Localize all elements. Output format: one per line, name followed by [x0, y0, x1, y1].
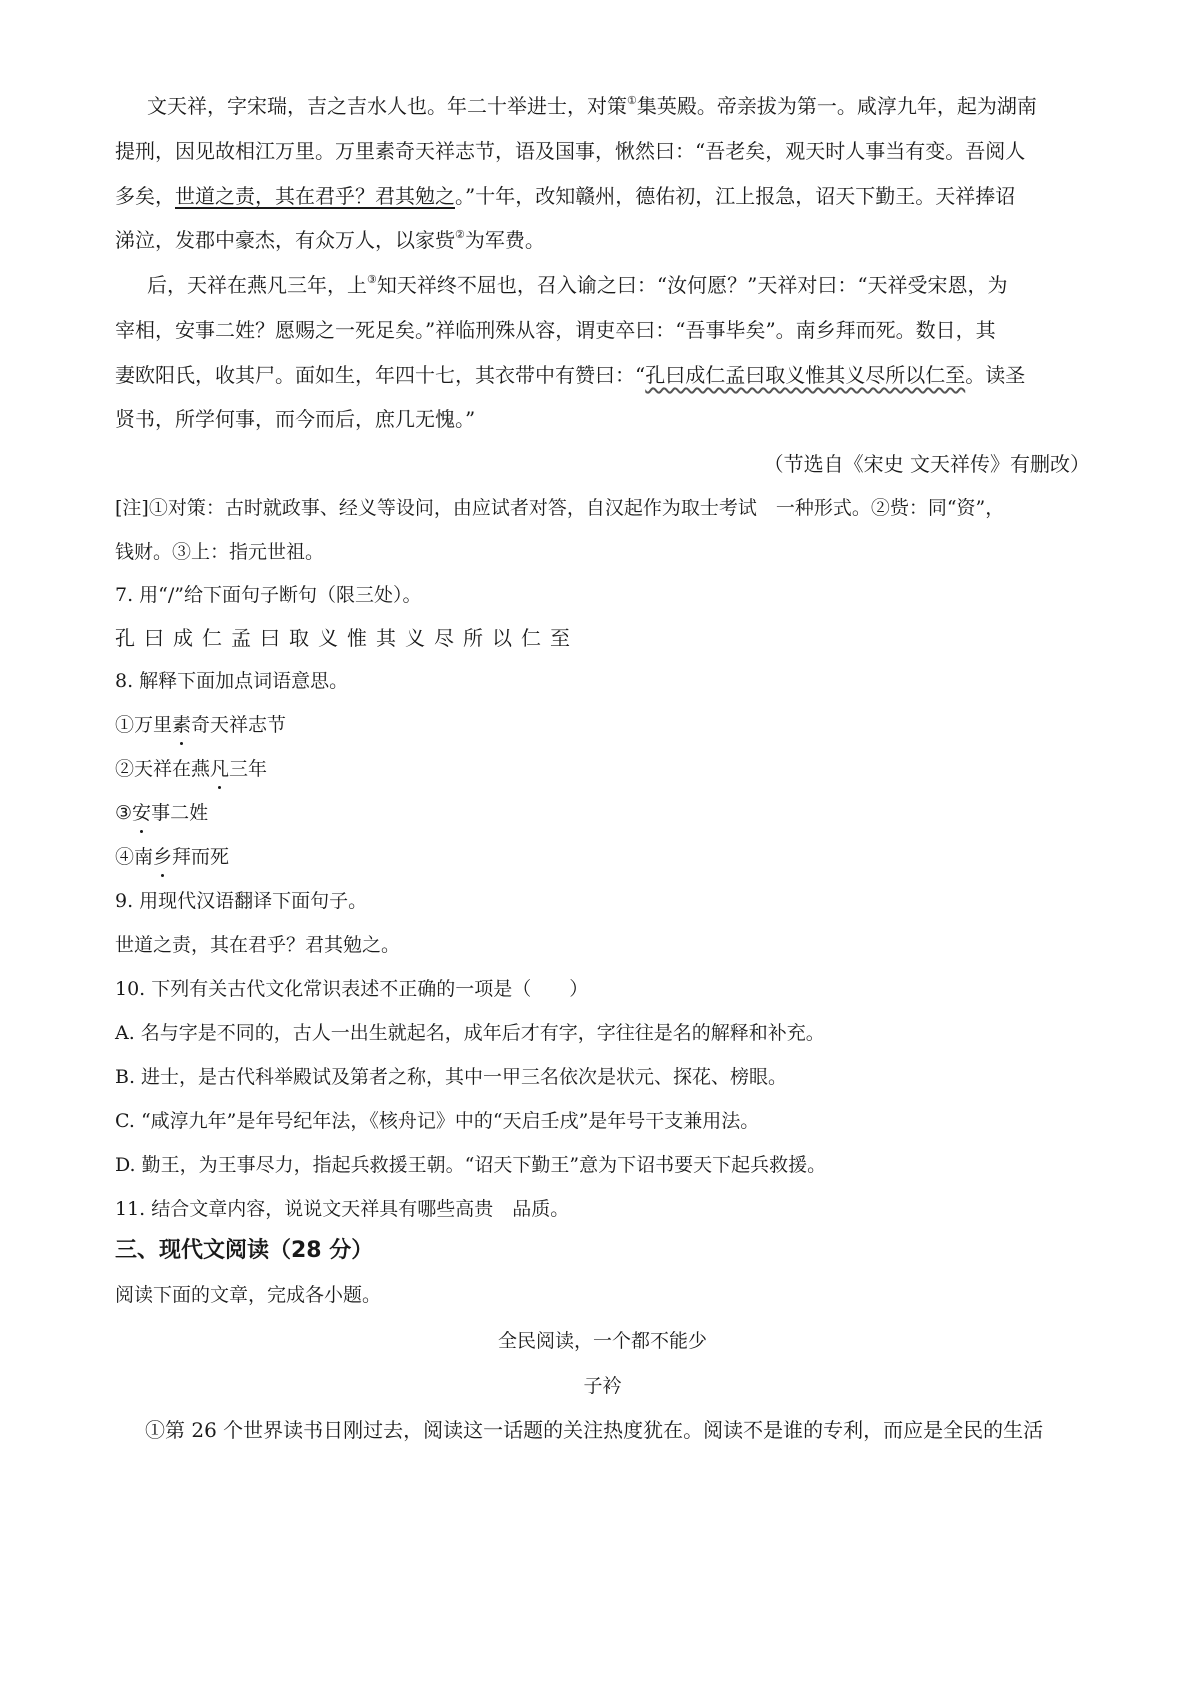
question-10-option-b: B. 进士，是古代科举殿试及第者之称，其中一甲三名依次是状元、探花、榜眼。	[115, 1066, 788, 1088]
passage-line: 妻欧阳氏，收其尸。面如生，年四十七，其衣带中有赞曰：“孔曰成仁孟曰取义惟其义尽所以仁至。读圣	[115, 363, 1026, 387]
section-instruction: 阅读下面的文章，完成各小题。	[115, 1284, 382, 1306]
passage-line: 多矣，世道之责，其在君乎？君其勉之。”十年，改知赣州，德佑初，江上报急，诏天下勤王。天祥捧诏	[115, 184, 1016, 208]
passage-source: （节选自《宋史 文天祥传》有删改）	[763, 452, 1090, 476]
passage-line: 提刑，因见故相江万里。万里素奇天祥志节，语及国事，愀然曰：“吾老矣，观天时人事当有变。吾阅人	[115, 139, 1026, 163]
dotted-word: 凡	[210, 755, 229, 783]
notes-line: 钱财。③上：指元世祖。	[115, 541, 325, 563]
question-11-prompt: 11. 结合文章内容，说说文天祥具有哪些高贵 品质。	[115, 1198, 570, 1220]
question-8-item: ②天祥在燕凡三年	[115, 755, 1090, 783]
article-first-line: ①第 26 个世界读书日刚过去，阅读这一话题的关注热度犹在。阅读不是谁的专利，而应是全民的生活	[145, 1418, 1044, 1442]
passage-line: 文天祥，字宋瑞，吉之吉水人也。年二十举进士，对策①集英殿。帝亲拔为第一。咸淳九年，起为湖南	[147, 94, 1037, 118]
wavy-underlined-sentence: 孔曰成仁孟曰取义惟其义尽所以仁至	[645, 363, 966, 387]
underlined-sentence: 世道之责，其在君乎？君其勉之	[175, 184, 455, 208]
question-7-prompt: 7. 用“/”给下面句子断句（限三处）。	[115, 584, 422, 606]
question-10-prompt: 10. 下列有关古代文化常识表述不正确的一项是（ ）	[115, 978, 589, 1000]
notes-line: [注]①对策：古时就政事、经义等设问，由应试者对答，自汉起作为取士考试 一种形式。②赀：同“资”，	[115, 497, 1005, 519]
dotted-word: 乡	[153, 843, 172, 871]
question-9-sentence: 世道之责，其在君乎？君其勉之。	[115, 934, 401, 956]
dotted-word: 素	[172, 711, 191, 739]
article-title: 全民阅读，一个都不能少	[497, 1330, 707, 1352]
dotted-word: 安	[132, 799, 151, 827]
question-8-item: ③安事二姓	[115, 799, 1090, 827]
question-10-option-d: D. 勤王，为王事尽力，指起兵救援王朝。“诏天下勤王”意为下诏书要天下起兵救援。	[115, 1154, 827, 1176]
passage-line: 贤书，所学何事，而今而后，庶几无愧。”	[115, 407, 476, 431]
passage-line: 后，天祥在燕凡三年，上③知天祥终不屈也，召入谕之曰：“汝何愿？”天祥对曰：“天祥受宋恩，为	[147, 273, 1008, 297]
article-author: 子衿	[583, 1375, 622, 1397]
question-10-option-c: C. “咸淳九年”是年号纪年法，《核舟记》中的“天启壬戌”是年号干支兼用法。	[115, 1110, 760, 1132]
passage-line: 宰相，安事二姓？愿赐之一死足矣。”祥临刑殊从容，谓吏卒曰：“吾事毕矣”。南乡拜而死。数日，其	[115, 318, 996, 342]
passage-line: 涕泣，发郡中豪杰，有众万人，以家赀②为军费。	[115, 228, 545, 252]
footnote-mark: ①	[627, 94, 637, 107]
question-8-item: ④南乡拜而死	[115, 843, 1090, 871]
question-7-sentence: 孔曰成仁孟曰取义惟其义尽所以仁至	[115, 626, 579, 650]
footnote-mark: ③	[367, 273, 377, 286]
question-8-item: ①万里素奇天祥志节	[115, 711, 1090, 739]
question-10-option-a: A. 名与字是不同的，古人一出生就起名，成年后才有字，字往往是名的解释和补充。	[115, 1022, 825, 1044]
question-8-prompt: 8. 解释下面加点词语意思。	[115, 670, 349, 692]
section-heading: 三、现代文阅读（28 分）	[115, 1238, 374, 1263]
question-9-prompt: 9. 用现代汉语翻译下面句子。	[115, 890, 368, 912]
footnote-mark: ②	[455, 228, 465, 241]
